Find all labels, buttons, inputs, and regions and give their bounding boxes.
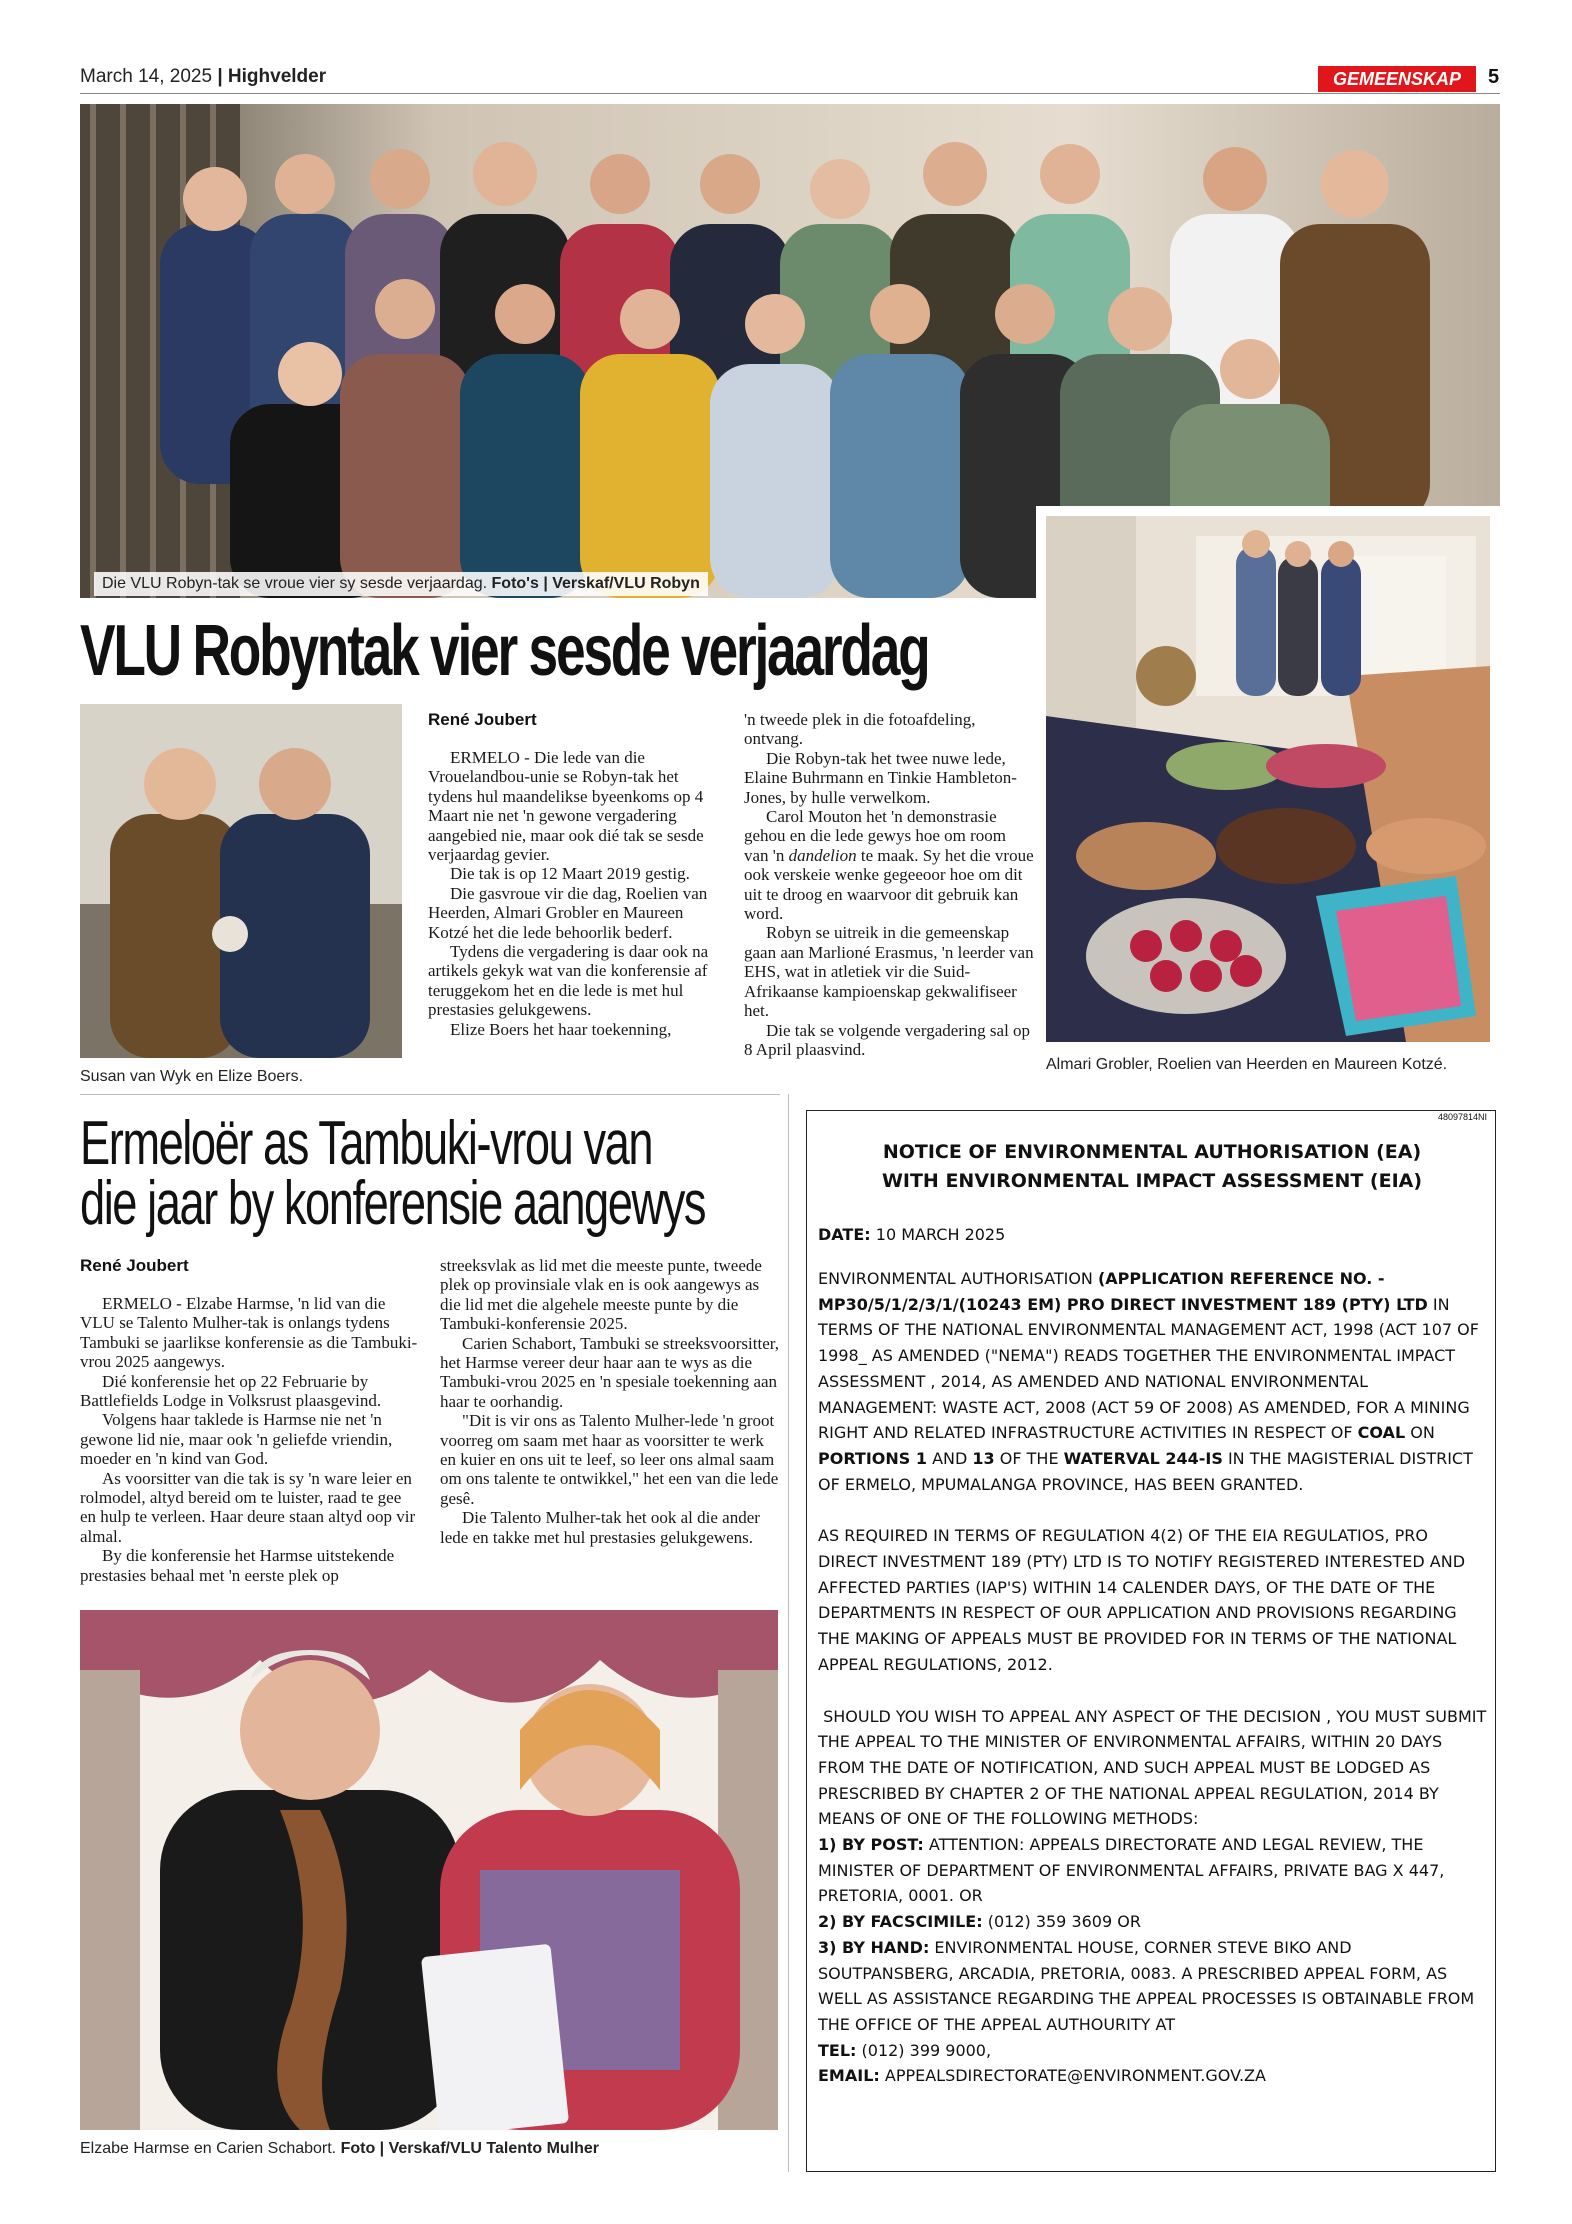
article1-headline: VLU Robyntak vier sesde verjaardag xyxy=(80,611,929,691)
article2-paragraph: Dié konferensie het op 22 Februarie by Battlefields Lodge in Volksrust plaasgevind. xyxy=(80,1371,382,1411)
article1-paragraph: Robyn se uitreik in die gemeenskap gaan aan Marlioné Erasmus, 'n leerder van EHS, wat in atletiek vir die Suid-Afrikaanse kampioenskap gekwalifiseer het. xyxy=(744,923,1034,1021)
article2-paragraph: As voorsitter van die tak is sy 'n ware leier en rolmodel, altyd bereid om te luister, raad te gee en hulp te verleen. Haar deure staan altyd oop vir almal. xyxy=(80,1468,416,1546)
article2-paragraph: By die konferensie het Harmse uitstekende prestasies behaal met 'n eerste plek op xyxy=(80,1546,395,1585)
notice-date-value: 10 MARCH 2025 xyxy=(875,1225,1006,1244)
portrait-photo xyxy=(80,704,402,1058)
group-photo-credit: Foto's | Verskaf/VLU Robyn xyxy=(491,575,700,592)
notice-paragraph-authorisation xyxy=(818,1266,1490,1497)
notice-bold-run: PORTIONS 1 xyxy=(818,1448,928,1468)
notice-text-run: AND xyxy=(927,1448,973,1468)
notice-method-fax-label: 2) BY FACSCIMILE: xyxy=(818,1912,983,1932)
article1-paragraph: Die gasvroue vir die dag, Roelien van Heerden, Almari Grobler en Maureen Kotzé het die lede behoorlik bederf. xyxy=(428,883,708,942)
notice-tel-label: TEL: xyxy=(818,2040,857,2060)
article2-headline-line1: Ermeloër as Tambuki-vrou van xyxy=(80,1109,653,1178)
notice-title-line1: NOTICE OF ENVIRONMENTAL AUTHORISATION (EA) xyxy=(882,1141,1422,1163)
award-photo-caption xyxy=(80,2140,599,2158)
notice-method-fax xyxy=(818,1909,1490,1935)
issue-date: March 14, 2025 xyxy=(80,66,213,87)
notice-paragraph-appeal: SHOULD YOU WISH TO APPEAL ANY ASPECT OF THE DECISION , YOU MUST SUBMIT THE APPEAL TO THE MINISTER OF ENVIRONMENTAL AFFAIRS, WITHIN 20 DAYS FROM THE DATE OF NOTIFICATION, AND SUCH APPEAL MUST BE LODGED AS PRESCRIBED BY CHAPTER 2 OF THE NATIONAL APPEAL REGULATION, 2014 BY MEANS OF ONE OF THE FOLLOWING METHODS: xyxy=(818,1706,1492,1829)
article2-paragraph: streeksvlak as lid met die meeste punte, tweede plek op provinsiale vlak en is ook aangewys as die lid met die algehele meeste punte by die Tambuki-konferensie 2025. xyxy=(440,1256,762,1334)
article1-paragraph: ERMELO - Die lede van die Vrouelandbou-unie se Robyn-tak het tydens hul maandelikse byeenkoms op 4 Maart nie net 'n gewone vergadering aangebied nie, maar ook dié tak se sesde verjaardag gevier. xyxy=(428,748,704,865)
article1-paragraph: Die tak is op 12 Maart 2019 gestig. xyxy=(450,864,690,884)
page-date-line xyxy=(80,66,326,88)
article1-italic-word: dandelion xyxy=(788,845,857,865)
article2-paragraph: Die Talento Mulher-tak het ook al die ander lede en takke met hul prestasies gelukgewens. xyxy=(440,1508,760,1547)
notice-bold-run: (APPLICATION REFERENCE NO. - MP30/5/1/2/3/1/(10243 EM) PRO DIRECT INVESTMENT 189 (PTY) LTD xyxy=(818,1269,1428,1314)
notice-method-post xyxy=(818,1832,1490,1909)
article2-paragraph: Volgens haar taklede is Harmse nie net 'n gewone lid nie, maar ook 'n geliefde vriendin, moeder en 'n kind van God. xyxy=(80,1410,393,1469)
notice-bold-run: WATERVAL 244-IS xyxy=(1063,1448,1223,1468)
notice-date xyxy=(818,1222,1488,1248)
notice-title xyxy=(822,1138,1482,1196)
notice-text-run: ENVIRONMENTAL AUTHORISATION xyxy=(818,1269,1098,1288)
award-photo-credit: Foto | Verskaf/VLU Talento Mulher xyxy=(340,2140,600,2157)
section-label: GEMEENSKAP xyxy=(1318,66,1476,92)
article1-paragraph: Tydens die vergadering is daar ook na artikels gekyk wat van die konferensie af teruggekom het en die lede is met hul prestasies gelukgewens. xyxy=(428,942,709,1020)
notice-method-post-text: ATTENTION: APPEALS DIRECTORATE AND LEGAL REVIEW, THE MINISTER OF DEPARTMENT OF ENVIRONMENTAL AFFAIRS, PRIVATE BAG X 447, PRETORIA, 0001. OR xyxy=(818,1835,1445,1906)
notice-tel-value: (012) 399 9000, xyxy=(856,2040,992,2060)
article1-column-1 xyxy=(428,710,716,1039)
article1-paragraph: Elize Boers het haar toekenning, xyxy=(450,1019,672,1039)
notice-method-hand-text: ENVIRONMENTAL HOUSE, CORNER STEVE BIKO AND SOUTPANSBERG, ARCADIA, PRETORIA, 0083. A PRESCRIBED APPEAL FORM, AS WELL AS ASSISTANCE REGARDING THE APPEAL PROCESSES IS OBTAINABLE FROM THE OFFICE OF THE APPEAL AUTHOURITY AT xyxy=(818,1937,1475,2034)
article-divider xyxy=(80,1094,780,1095)
notice-paragraph-requirement: AS REQUIRED IN TERMS OF REGULATION 4(2) OF THE EIA REGULATIOS, PRO DIRECT INVESTMENT 189 (PTY) LTD IS TO NOTIFY REGISTERED INTERESTED AND AFFECTED PARTIES (IAP'S) WITHIN 14 CALENDER DAYS, OF THE DATE OF THE DEPARTMENTS IN RESPECT OF OUR APPLICATION AND PROVISIONS REGARDING THE MAKING OF APPEALS MUST BE PROVIDED FOR IN TERMS OF THE NATIONAL APPEAL REGULATIONS, 2012. xyxy=(818,1526,1466,1674)
notice-reference: 48097814NI xyxy=(1438,1112,1488,1122)
article2-paragraph: Carien Schabort, Tambuki se streeksvoorsitter, het Harmse vereer deur haar aan te wys as die Tambuki-vrou 2025 en 'n spesiale toekenning aan haar te oorhandig. xyxy=(440,1333,779,1411)
notice-email xyxy=(818,2063,1490,2089)
notice-method-fax-text: (012) 359 3609 OR xyxy=(982,1912,1141,1932)
portrait-photo-image xyxy=(80,704,402,1058)
article2-headline xyxy=(80,1109,706,1238)
food-photo-image xyxy=(1046,516,1490,1042)
food-photo xyxy=(1046,516,1490,1042)
award-photo-image xyxy=(80,1610,778,2130)
article2-column-1 xyxy=(80,1256,420,1585)
notice-email-value[interactable]: APPEALSDIRECTORATE@ENVIRONMENT.GOV.ZA xyxy=(879,2066,1266,2086)
article2-paragraph: "Dit is vir ons as Talento Mulher-lede 'n groot voorreg om saam met haar as voorsitter te werk en kuier en ons uit te leef, so leer ons almal saam om ons talente te ontwikkel," het een van die lede gesê. xyxy=(440,1411,779,1508)
notice-title-line2: WITH ENVIRONMENTAL IMPACT ASSESSMENT (EIA) xyxy=(881,1170,1423,1192)
notice-telephone xyxy=(818,2038,1490,2064)
notice-email-label: EMAIL: xyxy=(818,2066,880,2086)
article1-paragraph xyxy=(744,807,1034,923)
food-photo-caption: Almari Grobler, Roelien van Heerden en Maureen Kotzé. xyxy=(1046,1056,1448,1073)
paper-name: Highvelder xyxy=(227,66,327,87)
article1-body-col1 xyxy=(428,748,716,1039)
header-rule xyxy=(80,93,1500,94)
notice-date-label: DATE: xyxy=(818,1225,871,1244)
notice-text-run: ON xyxy=(1405,1423,1435,1443)
portrait-photo-caption: Susan van Wyk en Elize Boers. xyxy=(80,1068,304,1085)
award-photo xyxy=(80,1610,778,2130)
notice-text-run: OF THE xyxy=(994,1448,1064,1468)
date-separator: | xyxy=(217,66,223,87)
notice-text-run: IN TERMS OF THE NATIONAL ENVIRONMENTAL MANAGEMENT ACT, 1998 (ACT 107 OF 1998_ AS AMENDED ("NEMA") READS TOGETHER THE ENVIRONMENTAL IMPACT ASSESSMENT , 2014, AS AMENDED AND NATIONAL ENVIRONMENTAL MANAGEMENT: WASTE ACT, 2008 (ACT 59 OF 2008) AS AMENDED, FOR A MINING RIGHT AND RELATED INFRASTRUCTURE ACTIVITIES IN RESPECT OF xyxy=(818,1294,1479,1443)
article1-body-col2 xyxy=(744,710,1034,1059)
article2-paragraph: ERMELO - Elzabe Harmse, 'n lid van die VLU se Talento Mulher-tak is onlangs tydens Tambuki se jaarlikse konferensie as die Tambuki-vrou 2025 aangewys. xyxy=(80,1294,418,1372)
article2-body-col2 xyxy=(440,1256,782,1547)
article1-paragraph: Die Robyn-tak het twee nuwe lede, Elaine Buhrmann en Tinkie Hambleton-Jones, by hulle verwelkom. xyxy=(744,748,1017,807)
article1-paragraph: Die tak se volgende vergadering sal op 8 April plaasvind. xyxy=(744,1020,1031,1059)
article2-body-col1 xyxy=(80,1294,420,1585)
notice-method-hand xyxy=(818,1935,1490,2038)
notice-body xyxy=(818,1266,1490,2089)
article1-text: Carol Mouton het 'n demonstrasie gehou en die lede gewys hoe om room van 'n xyxy=(744,807,1007,865)
notice-method-post-label: 1) BY POST: xyxy=(818,1835,924,1855)
article2-byline: René Joubert xyxy=(80,1256,189,1275)
article1-text: te maak. Sy het die vroue ook verskeie wenke gegeeoor hoe om dit uit te droog en waarvoor dit gebruik kan word. xyxy=(744,845,1034,924)
notice-text-run: IN THE MAGISTERIAL DISTRICT OF ERMELO, MPUMALANGA PROVINCE, HAS BEEN GRANTED. xyxy=(818,1448,1473,1494)
article2-headline-line2: die jaar by konferensie aangewys xyxy=(80,1169,706,1238)
notice-method-hand-label: 3) BY HAND: xyxy=(818,1937,930,1957)
page-number: 5 xyxy=(1488,66,1500,88)
notice-bold-run: COAL xyxy=(1357,1423,1406,1443)
notice-bold-run: 13 xyxy=(972,1448,995,1468)
group-photo-caption-text: Die VLU Robyn-tak se vroue vier sy sesde verjaardag. xyxy=(102,575,488,592)
article1-byline: René Joubert xyxy=(428,710,537,729)
group-photo-caption xyxy=(94,572,708,596)
column-divider xyxy=(788,1094,789,2172)
article1-paragraph: 'n tweede plek in die fotoafdeling, ontvang. xyxy=(744,710,976,749)
award-photo-caption-text: Elzabe Harmse en Carien Schabort. xyxy=(80,2140,337,2157)
